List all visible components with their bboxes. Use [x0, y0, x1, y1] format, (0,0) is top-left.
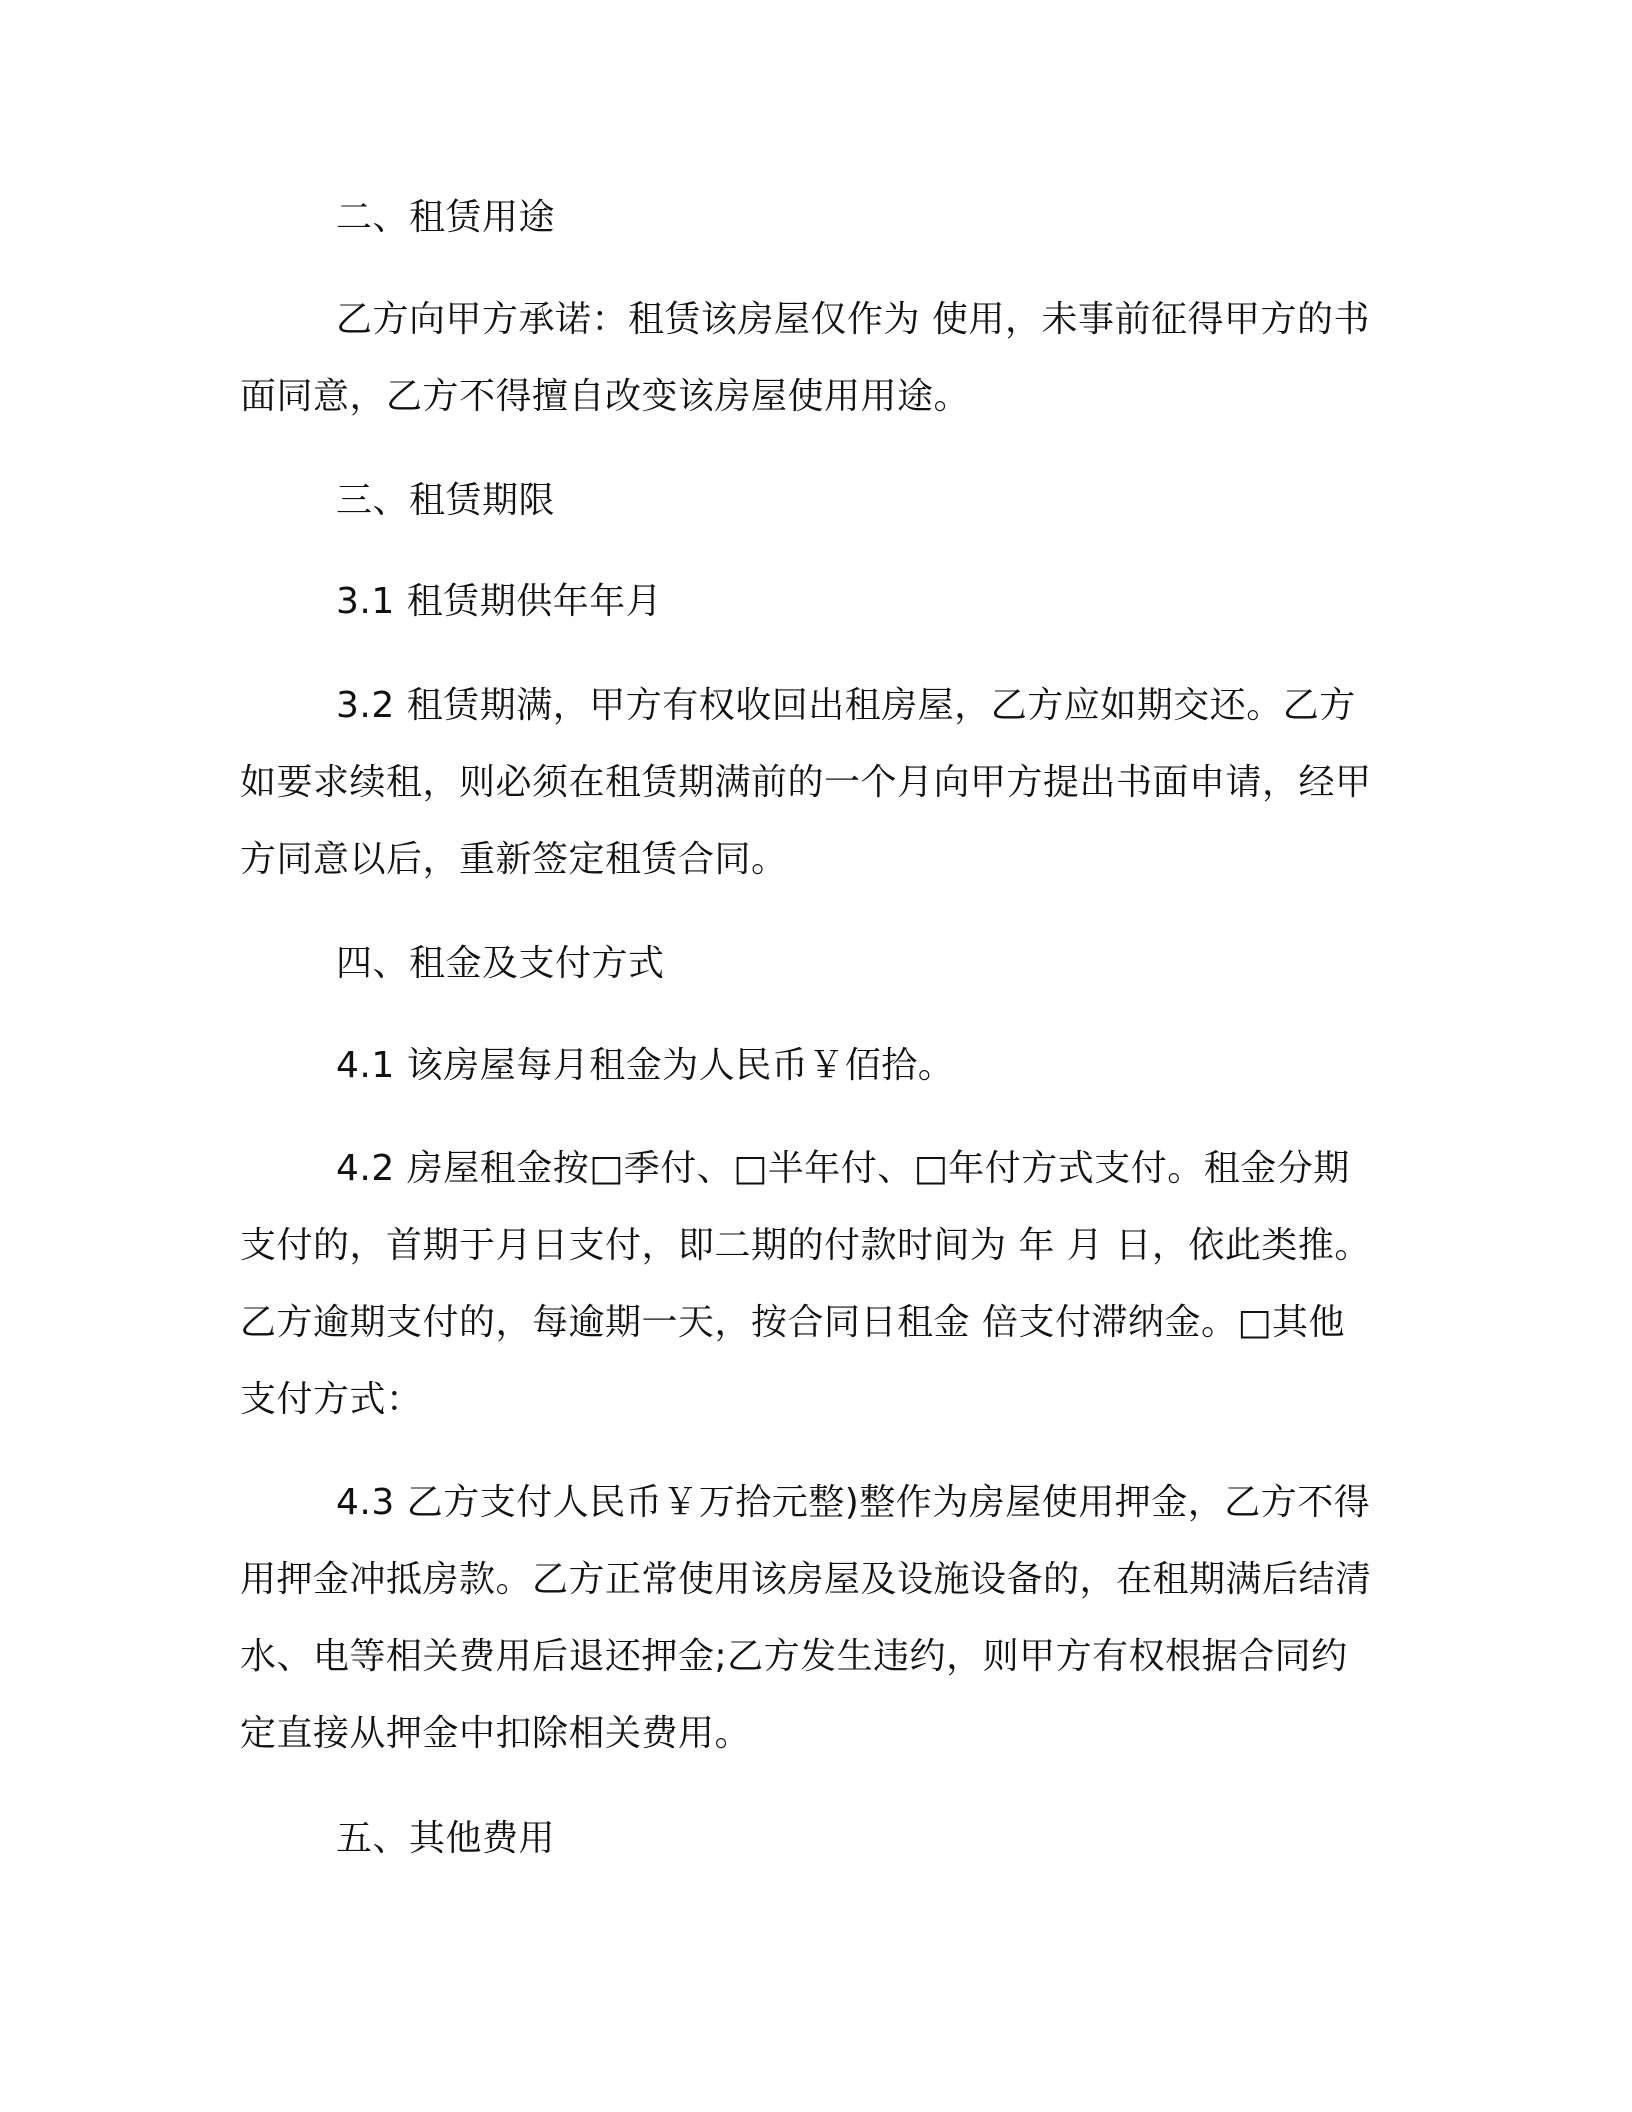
- clause-4-1: 4.1 该房屋每月租金为人民币￥佰拾。: [336, 1045, 955, 1086]
- clause-3-1: 3.1 租赁期供年年月: [336, 581, 663, 622]
- section-heading-rent-payment: 四、租金及支付方式: [336, 943, 665, 984]
- section-heading-lease-purpose: 二、租赁用途: [336, 197, 556, 238]
- clause-4-2: 4.2 房屋租金按□季付、□半年付、□年付方式支付。租金分期支付的，首期于月日支付，即二期的付款时间为 年 月 日，依此类推。乙方逾期支付的，每逾期一天，按合同日租金 倍支付滞纳金。□其他支付方式：: [240, 1148, 1371, 1420]
- section-heading-other-fees: 五、其他费用: [336, 1818, 556, 1859]
- paragraph-lease-purpose: 乙方向甲方承诺：租赁该房屋仅作为 使用，未事前征得甲方的书面同意，乙方不得擅自改变该房屋使用用途。: [240, 299, 1370, 417]
- clause-4-3: 4.3 乙方支付人民币￥万拾元整)整作为房屋使用押金，乙方不得用押金冲抵房款。乙方正常使用该房屋及设施设备的，在租期满后结清水、电等相关费用后退还押金;乙方发生违约，则甲方有权根据合同约定直接从押金中扣除相关费用。: [240, 1482, 1372, 1754]
- section-heading-lease-term: 三、租赁期限: [336, 480, 556, 521]
- clause-3-2: 3.2 租赁期满，甲方有权收回出租房屋，乙方应如期交还。乙方如要求续租，则必须在租赁期满前的一个月向甲方提出书面申请，经甲方同意以后，重新签定租赁合同。: [240, 685, 1372, 880]
